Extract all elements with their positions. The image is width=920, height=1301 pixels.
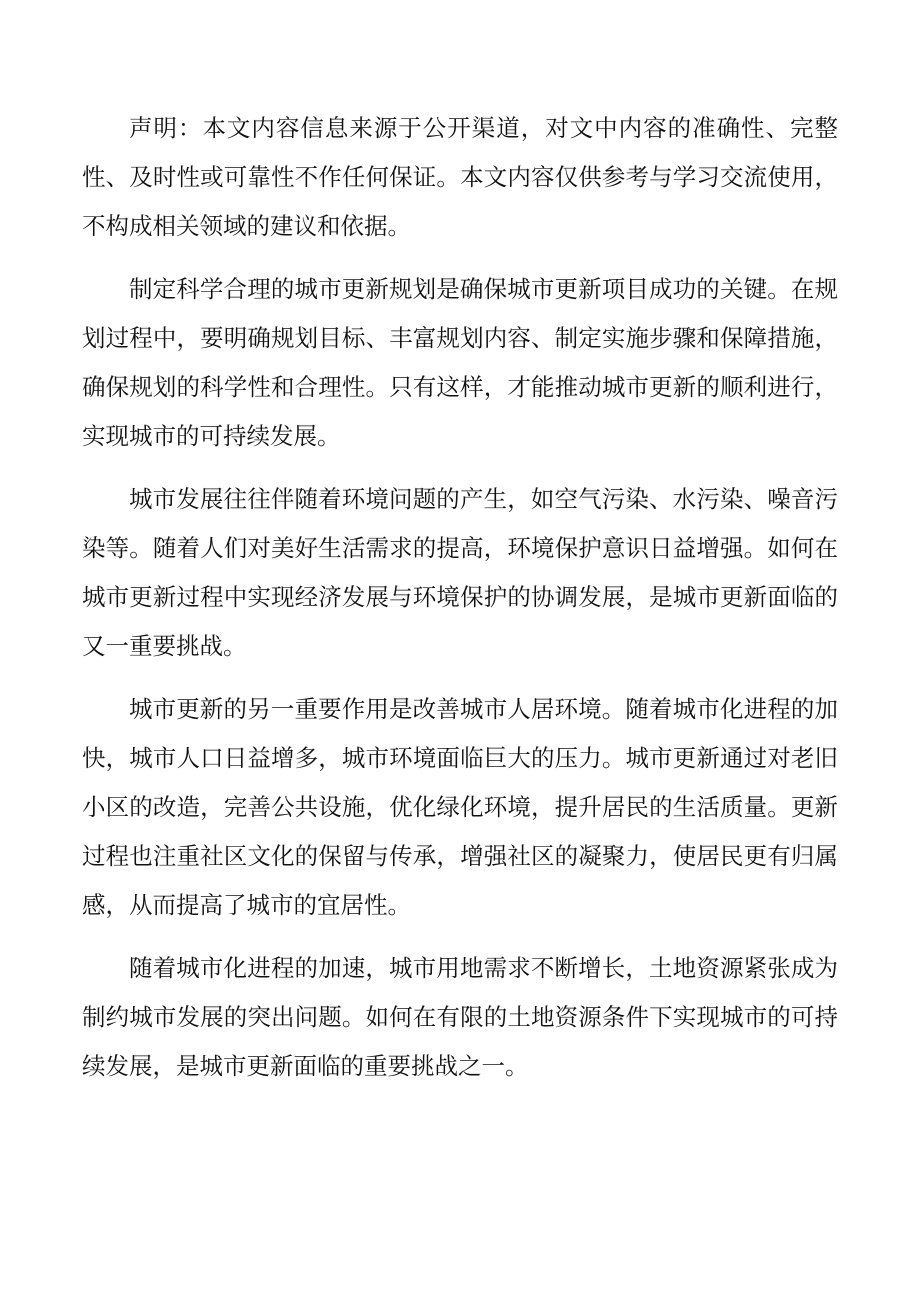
body-paragraph-living-environment: 城市更新的另一重要作用是改善城市人居环境。随着城市化进程的加快，城市人口日益增多，城市环境面临巨大的压力。城市更新通过对老旧小区的改造，完善公共设施，优化绿化环境，提升居民的生活质量。更新过程也注重社区文化的保留与传承，增强社区的凝聚力，使居民更有归属感，从而提高了城市的宜居性。 <box>82 695 838 919</box>
document-body <box>82 104 838 1105</box>
body-paragraph-environment: 城市发展往往伴随着环境问题的产生，如空气污染、水污染、噪音污染等。随着人们对美好生活需求的提高，环境保护意识日益增强。如何在城市更新过程中实现经济发展与环境保护的协调发展，是城市更新面临的又一重要挑战。 <box>82 485 838 660</box>
disclaimer-paragraph: 声明：本文内容信息来源于公开渠道，对文中内容的准确性、完整性、及时性或可靠性不作任何保证。本文内容仅供参考与学习交流使用，不构成相关领域的建议和依据。 <box>82 114 838 240</box>
body-paragraph-land-resources: 随着城市化进程的加速，城市用地需求不断增长，土地资源紧张成为制约城市发展的突出问题。如何在有限的土地资源条件下实现城市的可持续发展，是城市更新面临的重要挑战之一。 <box>82 954 838 1080</box>
body-paragraph-planning: 制定科学合理的城市更新规划是确保城市更新项目成功的关键。在规划过程中，要明确规划目标、丰富规划内容、制定实施步骤和保障措施，确保规划的科学性和合理性。只有这样，才能推动城市更新的顺利进行，实现城市的可持续发展。 <box>82 275 838 450</box>
